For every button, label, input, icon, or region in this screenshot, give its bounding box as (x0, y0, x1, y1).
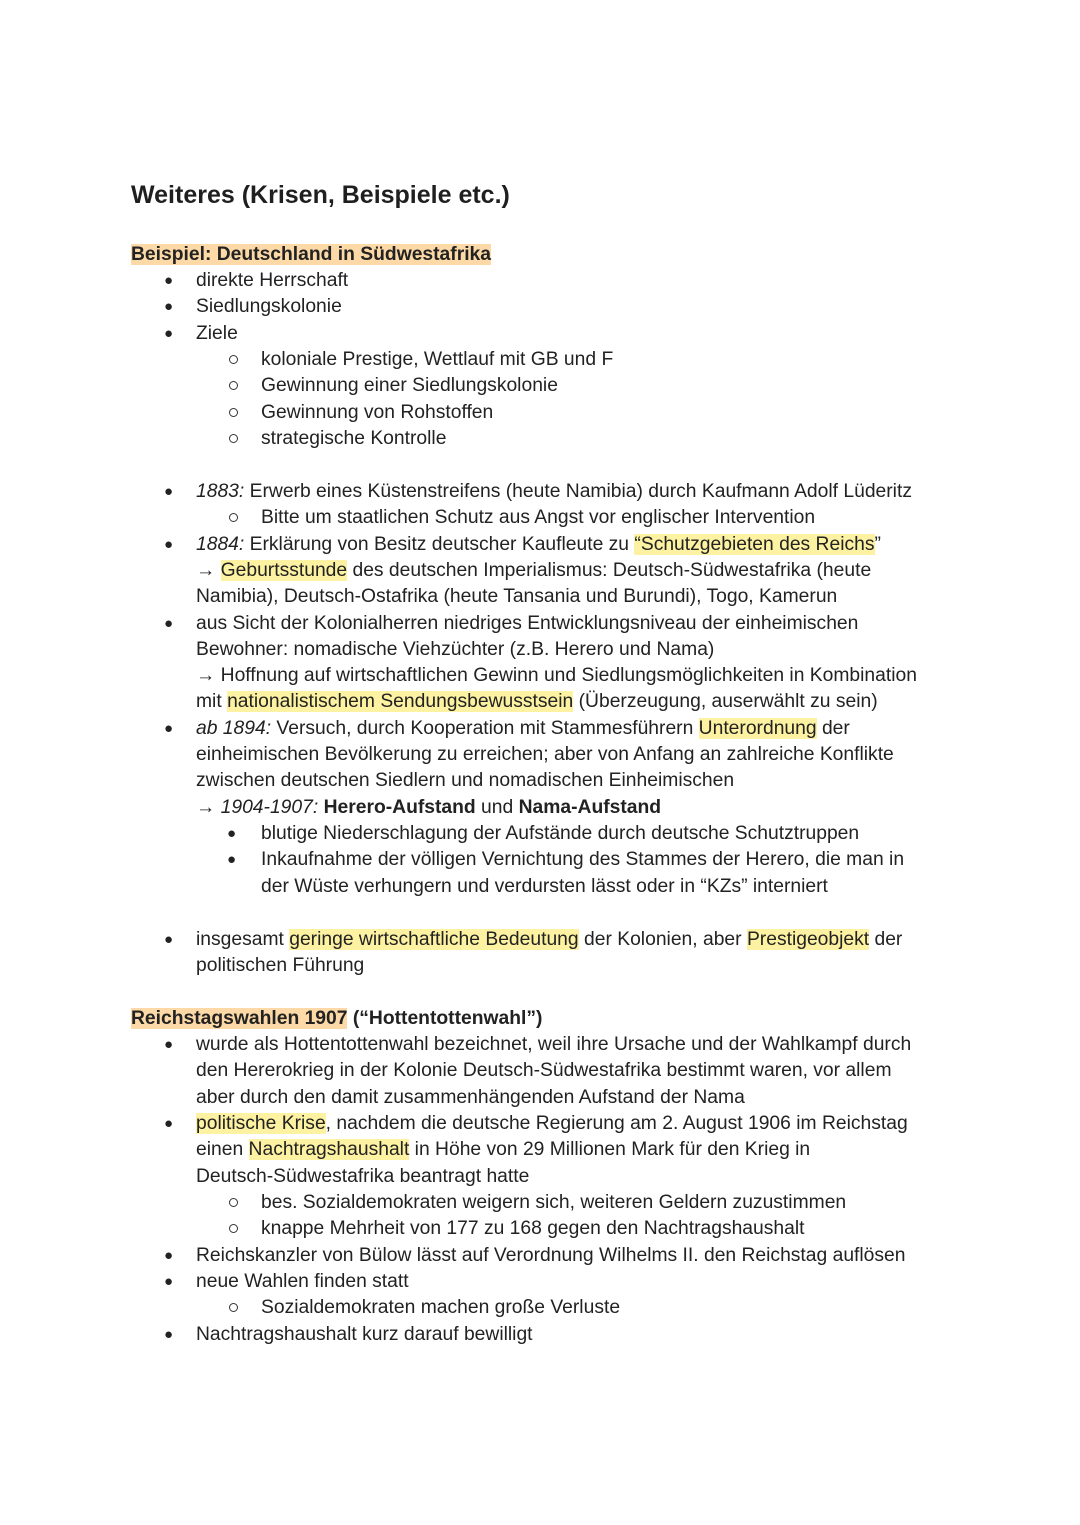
list-item-continuation: Namibia), Deutsch-Ostafrika (heute Tansania und Burundi), Togo, Kamerun (196, 586, 838, 607)
list-item: neue Wahlen finden statt (196, 1271, 409, 1292)
list-item: 1883: Erwerb eines Küstenstreifens (heute Namibia) durch Kaufmann Adolf Lüderitz (196, 481, 912, 502)
section-heading-reichstagswahlen: Reichstagswahlen 1907 (“Hottentottenwahl”) (131, 1008, 543, 1029)
bullet-circle (229, 408, 238, 417)
list-item: Gewinnung von Rohstoffen (261, 402, 494, 423)
bullet-dot: ● (164, 1036, 174, 1053)
bullet-dot: ● (164, 272, 174, 289)
list-item: koloniale Prestige, Wettlauf mit GB und F (261, 349, 614, 370)
list-item-continuation: → Hoffnung auf wirtschaftlichen Gewinn und Siedlungsmöglichkeiten in Kombination (196, 665, 917, 686)
bullet-dot: ● (227, 825, 237, 842)
page-title: Weiteres (Krisen, Beispiele etc.) (131, 181, 510, 209)
list-item: insgesamt geringe wirtschaftliche Bedeutung der Kolonien, aber Prestigeobjekt der (196, 929, 903, 950)
bullet-dot: ● (164, 1247, 174, 1264)
list-item-continuation: Bewohner: nomadische Viehzüchter (z.B. Herero und Nama) (196, 639, 715, 660)
bullet-dot: ● (164, 1326, 174, 1343)
bullet-circle (229, 1198, 238, 1207)
bullet-dot: ● (164, 615, 174, 632)
section-heading-suedwestafrika: Beispiel: Deutschland in Südwestafrika (131, 244, 492, 265)
bullet-dot: ● (164, 1115, 174, 1132)
list-item-continuation: → 1904-1907: Herero-Aufstand und Nama-Aufstand (196, 797, 662, 818)
list-item: Sozialdemokraten machen große Verluste (261, 1297, 621, 1318)
list-item: 1884: Erklärung von Besitz deutscher Kaufleute zu “Schutzgebieten des Reichs” (196, 534, 881, 555)
list-item-continuation: einen Nachtragshaushalt in Höhe von 29 Millionen Mark für den Krieg in (196, 1139, 811, 1160)
bullet-dot: ● (164, 720, 174, 737)
bullet-dot: ● (164, 325, 174, 342)
bullet-dot: ● (164, 1273, 174, 1290)
list-item: strategische Kontrolle (261, 428, 447, 449)
list-item: Reichskanzler von Bülow lässt auf Verordnung Wilhelms II. den Reichstag auflösen (196, 1245, 906, 1266)
list-item: Inkaufnahme der völligen Vernichtung des Stammes der Herero, die man in (261, 849, 905, 870)
list-item: wurde als Hottentottenwahl bezeichnet, weil ihre Ursache und der Wahlkampf durch (196, 1034, 912, 1055)
list-item: blutige Niederschlagung der Aufstände durch deutsche Schutztruppen (261, 823, 860, 844)
list-item: direkte Herrschaft (196, 270, 349, 291)
bullet-circle (229, 434, 238, 443)
list-item-continuation: aber durch den damit zusammenhängenden Aufstand der Nama (196, 1087, 745, 1108)
list-item-continuation: Deutsch-Südwestafrika beantragt hatte (196, 1166, 530, 1187)
bullet-circle (229, 355, 238, 364)
list-item-continuation: → Geburtsstunde des deutschen Imperialismus: Deutsch-Südwestafrika (heute (196, 560, 872, 581)
list-item: Bitte um staatlichen Schutz aus Angst vor englischer Intervention (261, 507, 816, 528)
bullet-dot: ● (164, 536, 174, 553)
list-item-continuation: den Hererokrieg in der Kolonie Deutsch-Südwestafrika bestimmt waren, vor allem (196, 1060, 892, 1081)
list-item: Ziele (196, 323, 238, 344)
bullet-circle (229, 513, 238, 522)
list-item: Nachtragshaushalt kurz darauf bewilligt (196, 1324, 533, 1345)
list-item: aus Sicht der Kolonialherren niedriges Entwicklungsniveau der einheimischen (196, 613, 859, 634)
list-item: ab 1894: Versuch, durch Kooperation mit Stammesführern Unterordnung der (196, 718, 850, 739)
list-item-continuation: einheimischen Bevölkerung zu erreichen; aber von Anfang an zahlreiche Konflikte (196, 744, 894, 765)
list-item: knappe Mehrheit von 177 zu 168 gegen den Nachtragshaushalt (261, 1218, 805, 1239)
bullet-dot: ● (164, 931, 174, 948)
bullet-dot: ● (164, 483, 174, 500)
bullet-dot: ● (164, 298, 174, 315)
bullet-circle (229, 1224, 238, 1233)
list-item-continuation: mit nationalistischem Sendungsbewusstsein (Überzeugung, auserwählt zu sein) (196, 691, 878, 712)
bullet-dot: ● (227, 851, 237, 868)
bullet-circle (229, 381, 238, 390)
list-item: Siedlungskolonie (196, 296, 342, 317)
list-item-continuation: politischen Führung (196, 955, 365, 976)
list-item: bes. Sozialdemokraten weigern sich, weiteren Geldern zuzustimmen (261, 1192, 847, 1213)
bullet-circle (229, 1303, 238, 1312)
list-item-continuation: zwischen deutschen Siedlern und nomadischen Einheimischen (196, 770, 735, 791)
list-item: Gewinnung einer Siedlungskolonie (261, 375, 558, 396)
list-item-continuation: der Wüste verhungern und verdursten lässt oder in “KZs” interniert (261, 876, 828, 897)
list-item: politische Krise, nachdem die deutsche Regierung am 2. August 1906 im Reichstag (196, 1113, 908, 1134)
